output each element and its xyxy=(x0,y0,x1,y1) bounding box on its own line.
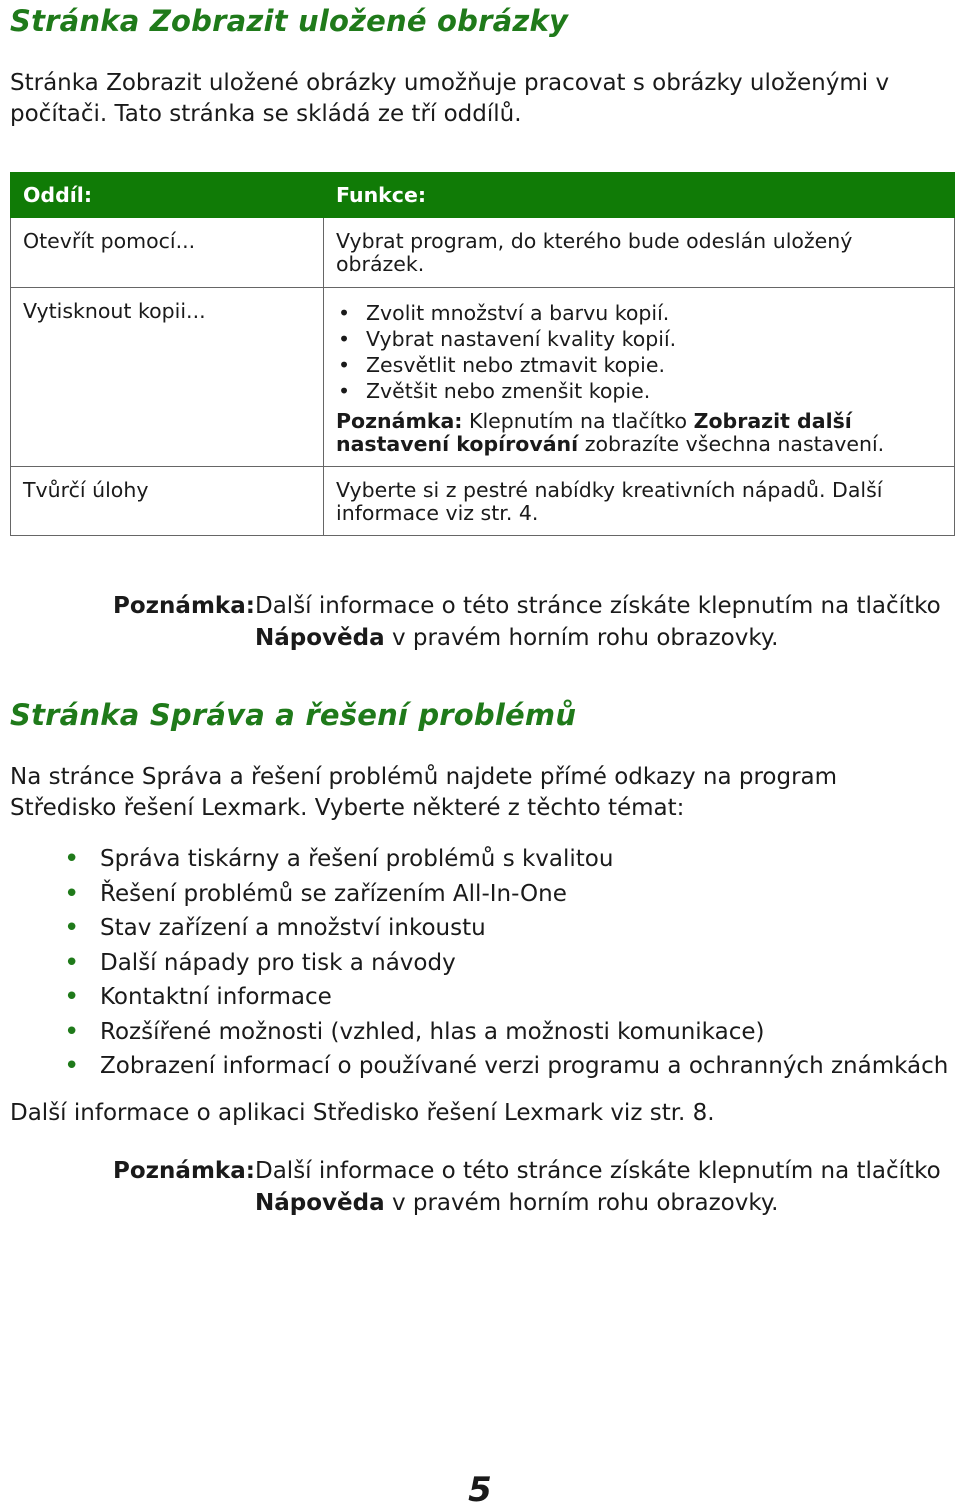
cell-section-open-with: Otevřít pomocí... xyxy=(11,218,324,288)
cell-section-print-copy: Vytisknout kopii... xyxy=(11,288,324,467)
list-item: • Zesvětlit nebo ztmavit kopie. xyxy=(336,352,942,378)
topics-list xyxy=(60,842,955,1084)
section-intro-stored-images: Stránka Zobrazit uložené obrázky umožňuje pracovat s obrázky uloženými v počítači. Tato stránka se skládá ze tří oddílů. xyxy=(10,70,890,127)
table-header-function: Funkce: xyxy=(324,173,955,218)
list-item: • Vybrat nastavení kvality kopií. xyxy=(336,326,942,352)
note-bold-help: Nápověda xyxy=(255,625,385,651)
solution-center-reference: Další informace o aplikaci Středisko řešení Lexmark viz str. 8. xyxy=(10,1100,715,1126)
cell-section-creative-tasks: Tvůrčí úlohy xyxy=(11,467,324,536)
section-title-stored-images: Stránka Zobrazit uložené obrázky xyxy=(10,4,569,38)
table-note-label: Poznámka: xyxy=(336,409,463,433)
list-item: • Zobrazení informací o používané verzi programu a ochranných známkách xyxy=(60,1049,955,1084)
table-note-text-2: zobrazíte všechna nastavení. xyxy=(584,432,885,456)
note-bold-help: Nápověda xyxy=(255,1190,385,1216)
functions-table xyxy=(10,172,955,536)
section-title-maintenance: Stránka Správa a řešení problémů xyxy=(10,698,577,732)
note-text-1: Další informace o této stránce získáte klepnutím na tlačítko xyxy=(255,593,941,619)
cell-function-open-with: Vybrat program, do kterého bude odeslán uložený obrázek. xyxy=(324,218,955,288)
table-note-bold: Zobrazit další nastavení kopírování xyxy=(336,409,852,456)
list-item: • Stav zařízení a množství inkoustu xyxy=(60,911,955,946)
list-item: • Správa tiskárny a řešení problémů s kvalitou xyxy=(60,842,955,877)
cell-function-creative-tasks: Vyberte si z pestré nabídky kreativních nápadů. Další informace viz str. 4. xyxy=(324,467,955,536)
section-intro-maintenance: Na stránce Správa a řešení problémů najdete přímé odkazy na program Středisko řešení Lexmark. Vyberte některé z těchto témat: xyxy=(10,764,838,821)
page-number: 5 xyxy=(468,1470,492,1510)
list-item: • Řešení problémů se zařízením All-In-One xyxy=(60,877,955,912)
note-text-2: v pravém horním rohu obrazovky. xyxy=(391,625,779,651)
list-item: • Zvolit množství a barvu kopií. xyxy=(336,300,942,326)
note-help-2 xyxy=(113,1155,953,1219)
copy-options-list xyxy=(336,300,942,404)
note-label: Poznámka: xyxy=(113,1158,255,1184)
list-item: • Kontaktní informace xyxy=(60,980,955,1015)
note-text-1: Další informace o této stránce získáte klepnutím na tlačítko xyxy=(255,1158,941,1184)
list-item: • Rozšířené možnosti (vzhled, hlas a možnosti komunikace) xyxy=(60,1015,955,1050)
table-note xyxy=(336,410,942,456)
table-row xyxy=(11,467,955,536)
table-note-text-1: Klepnutím na tlačítko xyxy=(469,409,688,433)
note-help-1 xyxy=(113,590,953,654)
table-header-section: Oddíl: xyxy=(11,173,324,218)
list-item: • Zvětšit nebo zmenšit kopie. xyxy=(336,378,942,404)
list-item: • Další nápady pro tisk a návody xyxy=(60,946,955,981)
note-text-2: v pravém horním rohu obrazovky. xyxy=(391,1190,779,1216)
note-label: Poznámka: xyxy=(113,593,255,619)
table-row xyxy=(11,218,955,288)
table-row xyxy=(11,288,955,467)
cell-function-print-copy xyxy=(324,288,955,467)
